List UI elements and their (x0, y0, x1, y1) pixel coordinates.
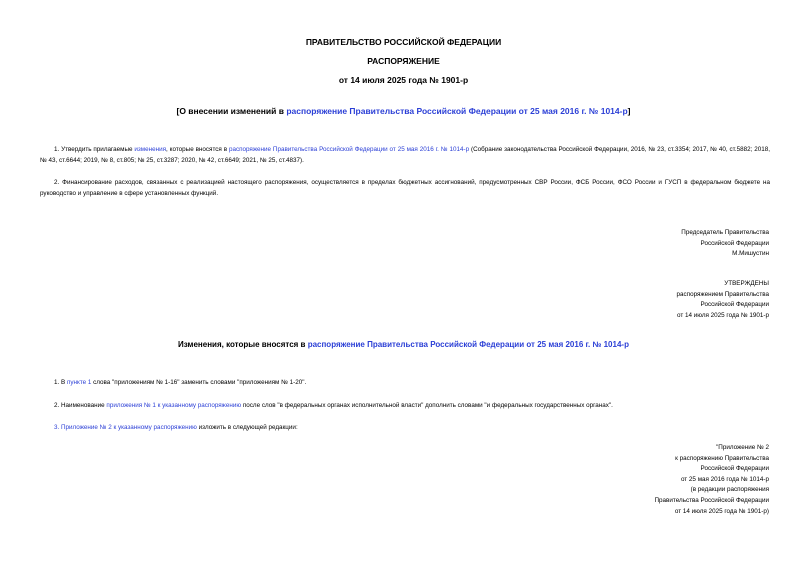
appendix-line-5: (в редакции распоряжения (690, 486, 769, 494)
item3-text-2: изложить в следующей редакции: (196, 424, 298, 431)
p1-text-1: 1. Утвердить прилагаемые (54, 146, 135, 153)
signature-position: Председатель Правительства (681, 229, 769, 236)
item2-appendix-link[interactable]: приложения № 1 к указанному распоряжению (106, 402, 242, 409)
change-item-2 (54, 400, 770, 411)
p1-decree-link[interactable]: распоряжение Правительства Российской Федерации от 25 мая 2016 г. № 1014-р (228, 146, 470, 153)
approved-heading: УТВЕРЖДЕНЫ (724, 280, 769, 287)
appendix-line-7: от 14 июля 2025 года № 1901-р) (674, 507, 769, 515)
signature-block (560, 228, 769, 260)
government-heading: ПРАВИТЕЛЬСТВО РОССИЙСКОЙ ФЕДЕРАЦИИ (305, 37, 502, 47)
item2-text-1: 2. Наименование (54, 402, 107, 409)
item2-text-2: после слов "в федеральных органах исполнительной власти" дополнить словами "и федеральных государственных органах". (241, 402, 613, 409)
title-suffix: ] (627, 106, 631, 116)
document-date-number: от 14 июля 2025 года № 1901-р (338, 75, 469, 85)
appendix-line-1: "Приложение № 2 (716, 444, 769, 451)
title-prefix: [О внесении изменений в (176, 106, 287, 116)
change-item-3 (54, 422, 770, 433)
item1-text-1: 1. В (54, 379, 67, 386)
approved-block (560, 279, 769, 321)
changes-title-prefix: Изменения, которые вносятся в (178, 340, 308, 349)
document-type: РАСПОРЯЖЕНИЕ (367, 56, 440, 66)
changes-title (0, 340, 807, 349)
approved-line-3: Российской Федерации (700, 301, 769, 309)
item1-text-2: слова "приложениям № 1-16" заменить словами "приложениям № 1-20". (91, 379, 307, 386)
p1-changes-link[interactable]: изменения (134, 146, 167, 153)
appendix-line-4: от 25 мая 2016 года № 1014-р (680, 475, 769, 483)
p1-text-2: , которые вносятся в (166, 146, 229, 153)
title-decree-link[interactable]: распоряжение Правительства Российской Федерации от 25 мая 2016 г. № 1014-р (286, 106, 628, 116)
item1-point-link[interactable]: пункте 1 (66, 379, 92, 386)
appendix-line-3: Российской Федерации (700, 465, 769, 473)
appendix-line-6: Правительства Российской Федерации (654, 496, 769, 504)
changes-title-decree-link[interactable]: распоряжение Правительства Российской Федерации от 25 мая 2016 г. № 1014-р (307, 340, 629, 349)
change-item-1 (54, 377, 770, 388)
appendix-line-2: к распоряжению Правительства (675, 454, 769, 462)
document-title (0, 106, 807, 116)
approved-line-4: от 14 июля 2025 года № 1901-р (676, 311, 769, 319)
signature-name: М.Мишустин (732, 250, 769, 258)
paragraph-1 (40, 144, 770, 166)
item3-appendix-link[interactable]: 3. Приложение № 2 к указанному распоряжению (54, 424, 197, 431)
appendix-block (540, 443, 769, 517)
paragraph-2: 2. Финансирование расходов, связанных с реализацией настоящего распоряжения, осуществляется в пределах бюджетных ассигнований, предусмотренных СВР России, ФСБ России, ФСО России и ГУСП в федеральном бюджете на руководство и управление в сфере установленных функций. (40, 179, 770, 197)
p1-text-3: (Собрание законодательства Российской Федерации, 2016, № 23, ст.3354; 2017, № 40, ст.5882; 2018, № 43, ст.6644; 2019, № 8, ст.805; № 25, ст.3287; 2020, № 42, ст.6649; 2021, № 25, ст.4837). (40, 146, 770, 164)
signature-organization: Российской Федерации (700, 239, 769, 247)
approved-line-2: распоряжением Правительства (676, 290, 769, 298)
